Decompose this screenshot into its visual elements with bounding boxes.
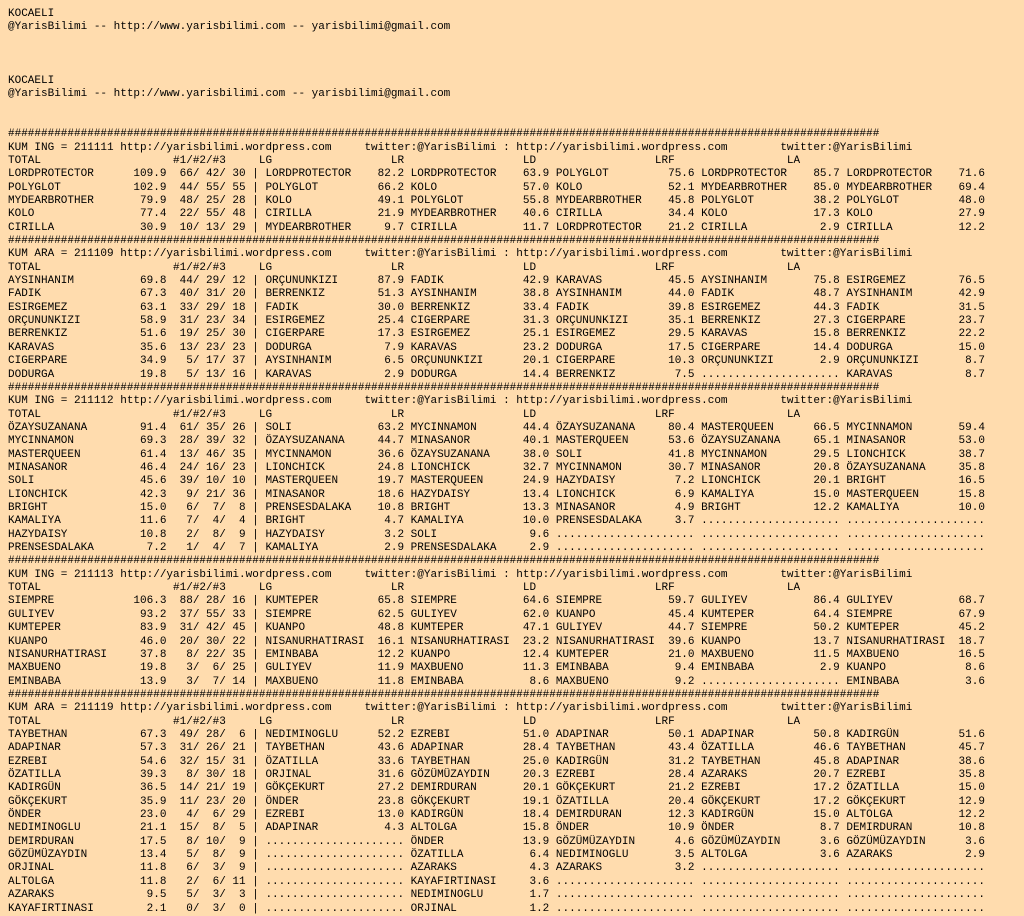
result-row: NEDIMINOGLU 21.1 15/ 8/ 5 | ADAPINAR 4.3 ALTOLGA 15.8 ÖNDER 10.9 ÖNDER 8.7 DEMIRDURAN 10.8: [8, 822, 985, 835]
result-row: BRIGHT 15.0 6/ 7/ 8 | PRENSESDALAKA 10.8 BRIGHT 13.3 MINASANOR 4.9 BRIGHT 12.2 KAMALIYA 10.0: [8, 502, 985, 514]
result-row: SIEMPRE 106.3 88/ 28/ 16 | KUMTEPER 65.8 SIEMPRE 64.6 SIEMPRE 59.7 GULIYEV 86.4 GULIYEV 68.7: [8, 595, 985, 608]
result-row: FADIK 67.3 40/ 31/ 20 | BERRENKIZ 51.3 AYSINHANIM 38.8 AYSINHANIM 44.0 FADIK 48.7 AYSINHANIM 42.9: [8, 288, 985, 301]
header-line: @YarisBilimi -- http://www.yarisbilimi.com -- yarisbilimi@gmail.com: [8, 88, 451, 101]
result-row: GULIYEV 93.2 37/ 55/ 33 | SIEMPRE 62.5 GULIYEV 62.0 KUANPO 45.4 KUMTEPER 64.4 SIEMPRE 67.9: [8, 608, 985, 621]
result-row: KAMALIYA 11.6 7/ 4/ 4 | BRIGHT 4.7 KAMALIYA 10.0 PRENSESDALAKA 3.7 ..................... .....................: [8, 515, 985, 528]
result-row: PRENSESDALAKA 7.2 1/ 4/ 7 | KAMALIYA 2.9 PRENSESDALAKA 2.9 ..................... ..................... .....................: [8, 542, 985, 554]
result-row: KARAVAS 35.6 13/ 23/ 23 | DODURGA 7.9 KARAVAS 23.2 DODURGA 17.5 CIGERPARE 14.4 DODURGA 15.0: [8, 341, 985, 354]
column-header-line: TOTAL #1/#2/#3 LG LR LD LRF LA: [8, 261, 801, 274]
result-row: EMINBABA 13.9 3/ 7/ 14 | MAXBUENO 11.8 EMINBABA 8.6 MAXBUENO 9.2 ..................... EMINBABA 3.6: [8, 675, 985, 688]
result-row: MINASANOR 46.4 24/ 16/ 23 | LIONCHICK 24.8 LIONCHICK 32.7 MYCINNAMON 30.7 MINASANOR 20.8 ÖZAYSUZANANA 35.8: [8, 461, 985, 474]
result-row: KUMTEPER 83.9 31/ 42/ 45 | KUANPO 48.8 KUMTEPER 47.1 GULIYEV 44.7 SIEMPRE 50.2 KUMTEPER 45.2: [8, 622, 985, 635]
result-row: LORDPROTECTOR 109.9 66/ 42/ 30 | LORDPROTECTOR 82.2 LORDPROTECTOR 63.9 POLYGLOT 75.6 LORDPROTECTOR 85.7 LORDPROTECTOR 71.6: [8, 168, 985, 181]
header-line: KOCAELI: [8, 74, 55, 87]
header-line: @YarisBilimi -- http://www.yarisbilimi.com -- yarisbilimi@gmail.com: [8, 21, 451, 34]
result-row: MASTERQUEEN 61.4 13/ 46/ 35 | MYCINNAMON 36.6 ÖZAYSUZANANA 38.0 SOLI 41.8 MYCINNAMON 29.5 LIONCHICK 38.7: [8, 448, 985, 461]
result-row: MAXBUENO 19.8 3/ 6/ 25 | GULIYEV 11.9 MAXBUENO 11.3 EMINBABA 9.4 EMINBABA 2.9 KUANPO 8.6: [8, 662, 985, 675]
column-header-line: TOTAL #1/#2/#3 LG LR LD LRF LA: [8, 582, 801, 595]
result-row: CIGERPARE 34.9 5/ 17/ 37 | AYSINHANIM 6.5 ORÇUNUNKIZI 20.1 CIGERPARE 10.3 ORÇUNUNKIZI 2.9 ORÇUNUNKIZI 8.7: [8, 355, 985, 368]
result-row: ESIRGEMEZ 63.1 33/ 29/ 18 | FADIK 30.0 BERRENKIZ 33.4 FADIK 39.8 ESIRGEMEZ 44.3 FADIK 31.5: [8, 301, 985, 314]
result-row: ALTOLGA 11.8 2/ 6/ 11 | ..................... KAYAFIRTINASI 3.6 ..................... ..................... .....................: [8, 875, 985, 888]
result-row: SOLI 45.6 39/ 10/ 10 | MASTERQUEEN 19.7 MASTERQUEEN 24.9 HAZYDAISY 7.2 LIONCHICK 20.1 BRIGHT 16.5: [8, 475, 985, 488]
result-row: LIONCHICK 42.3 9/ 21/ 36 | MINASANOR 18.6 HAZYDAISY 13.4 LIONCHICK 6.9 KAMALIYA 15.0 MASTERQUEEN 15.8: [8, 488, 985, 501]
race-title-line: KUM ING = 211112 http://yarisbilimi.wordpress.com twitter:@YarisBilimi : http://yarisbilimi.wordpress.com twitter:@YarisBilimi: [8, 395, 913, 408]
result-row: TAYBETHAN 67.3 49/ 28/ 6 | NEDIMINOGLU 52.2 EZREBI 51.0 ADAPINAR 50.1 ADAPINAR 50.8 KADIRGÜN 51.6: [8, 728, 985, 741]
result-row: ÖZAYSUZANANA 91.4 61/ 35/ 26 | SOLI 63.2 MYCINNAMON 44.4 ÖZAYSUZANANA 80.4 MASTERQUEEN 66.5 MYCINNAMON 59.4: [8, 421, 985, 434]
column-header-line: TOTAL #1/#2/#3 LG LR LD LRF LA: [8, 408, 801, 421]
result-row: ÖZATILLA 39.3 8/ 30/ 18 | ORJINAL 31.6 GÖZÜMÜZAYDIN 20.3 EZREBI 28.4 AZARAKS 20.7 EZREBI 35.8: [8, 769, 985, 781]
separator-line: ####################################################################################################################################: [8, 688, 880, 701]
result-row: AYSINHANIM 69.8 44/ 29/ 12 | ORÇUNUNKIZI 87.9 FADIK 42.9 KARAVAS 45.5 AYSINHANIM 75.8 ESIRGEMEZ 76.5: [8, 275, 985, 287]
header-line: KOCAELI: [8, 8, 55, 20]
column-header-line: TOTAL #1/#2/#3 LG LR LD LRF LA: [8, 154, 801, 167]
result-row: ORJINAL 11.8 6/ 3/ 9 | ..................... AZARAKS 4.3 AZARAKS 3.2 ..................... .....................: [8, 862, 985, 875]
result-row: POLYGLOT 102.9 44/ 55/ 55 | POLYGLOT 66.2 KOLO 57.0 KOLO 52.1 MYDEARBROTHER 85.0 MYDEARBROTHER 69.4: [8, 181, 985, 194]
result-row: NISANURHATIRASI 37.8 8/ 22/ 35 | EMINBABA 12.2 KUANPO 12.4 KUMTEPER 21.0 MAXBUENO 11.5 MAXBUENO 16.5: [8, 648, 985, 661]
result-row: BERRENKIZ 51.6 19/ 25/ 30 | CIGERPARE 17.3 ESIRGEMEZ 25.1 ESIRGEMEZ 29.5 KARAVAS 15.8 BERRENKIZ 22.2: [8, 328, 985, 341]
result-row: HAZYDAISY 10.8 2/ 8/ 9 | HAZYDAISY 3.2 SOLI 9.6 ..................... ..................... .....................: [8, 528, 985, 541]
result-row: EZREBI 54.6 32/ 15/ 31 | ÖZATILLA 33.6 TAYBETHAN 25.0 KADIRGÜN 31.2 TAYBETHAN 45.8 ADAPINAR 38.6: [8, 755, 985, 768]
result-row: CIRILLA 30.9 10/ 13/ 29 | MYDEARBROTHER 9.7 CIRILLA 11.7 LORDPROTECTOR 21.2 CIRILLA 2.9 CIRILLA 12.2: [8, 221, 985, 234]
race-title-line: KUM ING = 211111 http://yarisbilimi.wordpress.com twitter:@YarisBilimi : http://yarisbilimi.wordpress.com twitter:@YarisBilimi: [8, 141, 913, 154]
result-row: ADAPINAR 57.3 31/ 26/ 21 | TAYBETHAN 43.6 ADAPINAR 28.4 TAYBETHAN 43.4 ÖZATILLA 46.6 TAYBETHAN 45.7: [8, 742, 985, 755]
result-row: ÖNDER 23.0 4/ 6/ 29 | EZREBI 13.0 KADIRGÜN 18.4 DEMIRDURAN 12.3 KADIRGÜN 15.0 ALTOLGA 12.2: [8, 809, 985, 821]
result-row: KOLO 77.4 22/ 55/ 48 | CIRILLA 21.9 MYDEARBROTHER 40.6 CIRILLA 34.4 KOLO 17.3 KOLO 27.9: [8, 208, 985, 221]
result-row: ORÇUNUNKIZI 58.9 31/ 23/ 34 | ESIRGEMEZ 25.4 CIGERPARE 31.3 ORÇUNUNKIZI 35.1 BERRENKIZ 27.3 CIGERPARE 23.7: [8, 315, 985, 328]
separator-line: ####################################################################################################################################: [8, 381, 880, 394]
race-title-line: KUM ING = 211113 http://yarisbilimi.wordpress.com twitter:@YarisBilimi : http://yarisbilimi.wordpress.com twitter:@YarisBilimi: [8, 568, 913, 581]
separator-line: ####################################################################################################################################: [8, 128, 880, 141]
separator-line: ####################################################################################################################################: [8, 234, 880, 247]
result-row: DODURGA 19.8 5/ 13/ 16 | KARAVAS 2.9 DODURGA 14.4 BERRENKIZ 7.5 ..................... KARAVAS 8.7: [8, 368, 985, 381]
result-row: DEMIRDURAN 17.5 8/ 10/ 9 | ..................... ÖNDER 13.9 GÖZÜMÜZAYDIN 4.6 GÖZÜMÜZAYDIN 3.6 GÖZÜMÜZAYDIN 3.6: [8, 835, 985, 848]
result-row: GÖKÇEKURT 35.9 11/ 23/ 20 | ÖNDER 23.8 GÖKÇEKURT 19.1 ÖZATILLA 20.4 GÖKÇEKURT 17.2 GÖKÇEKURT 12.9: [8, 795, 985, 808]
result-row: MYCINNAMON 69.3 28/ 39/ 32 | ÖZAYSUZANANA 44.7 MINASANOR 40.1 MASTERQUEEN 53.6 ÖZAYSUZANANA 65.1 MINASANOR 53.0: [8, 435, 985, 448]
column-header-line: TOTAL #1/#2/#3 LG LR LD LRF LA: [8, 715, 801, 728]
result-row: KUANPO 46.0 20/ 30/ 22 | NISANURHATIRASI 16.1 NISANURHATIRASI 23.2 NISANURHATIRASI 39.6 KUANPO 13.7 NISANURHATIRASI 18.7: [8, 635, 985, 648]
result-row: MYDEARBROTHER 79.9 48/ 25/ 28 | KOLO 49.1 POLYGLOT 55.8 MYDEARBROTHER 45.8 POLYGLOT 38.2 POLYGLOT 48.0: [8, 194, 985, 207]
race-title-line: KUM ARA = 211109 http://yarisbilimi.wordpress.com twitter:@YarisBilimi : http://yarisbilimi.wordpress.com twitter:@YarisBilimi: [8, 248, 913, 261]
result-row: KAYAFIRTINASI 2.1 0/ 3/ 0 | ..................... ORJINAL 1.2 ..................... ..................... .....................: [8, 902, 985, 915]
race-title-line: KUM ARA = 211119 http://yarisbilimi.wordpress.com twitter:@YarisBilimi : http://yarisbilimi.wordpress.com twitter:@YarisBilimi: [8, 702, 913, 715]
separator-line: ####################################################################################################################################: [8, 555, 880, 568]
result-row: GÖZÜMÜZAYDIN 13.4 5/ 8/ 9 | ..................... ÖZATILLA 6.4 NEDIMINOGLU 3.5 ALTOLGA 3.6 AZARAKS 2.9: [8, 849, 985, 862]
result-row: KADIRGÜN 36.5 14/ 21/ 19 | GÖKÇEKURT 27.2 DEMIRDURAN 20.1 GÖKÇEKURT 21.2 EZREBI 17.2 ÖZATILLA 15.0: [8, 782, 985, 795]
result-row: AZARAKS 9.5 5/ 3/ 3 | ..................... NEDIMINOGLU 1.7 ..................... ..................... .....................: [8, 889, 985, 902]
